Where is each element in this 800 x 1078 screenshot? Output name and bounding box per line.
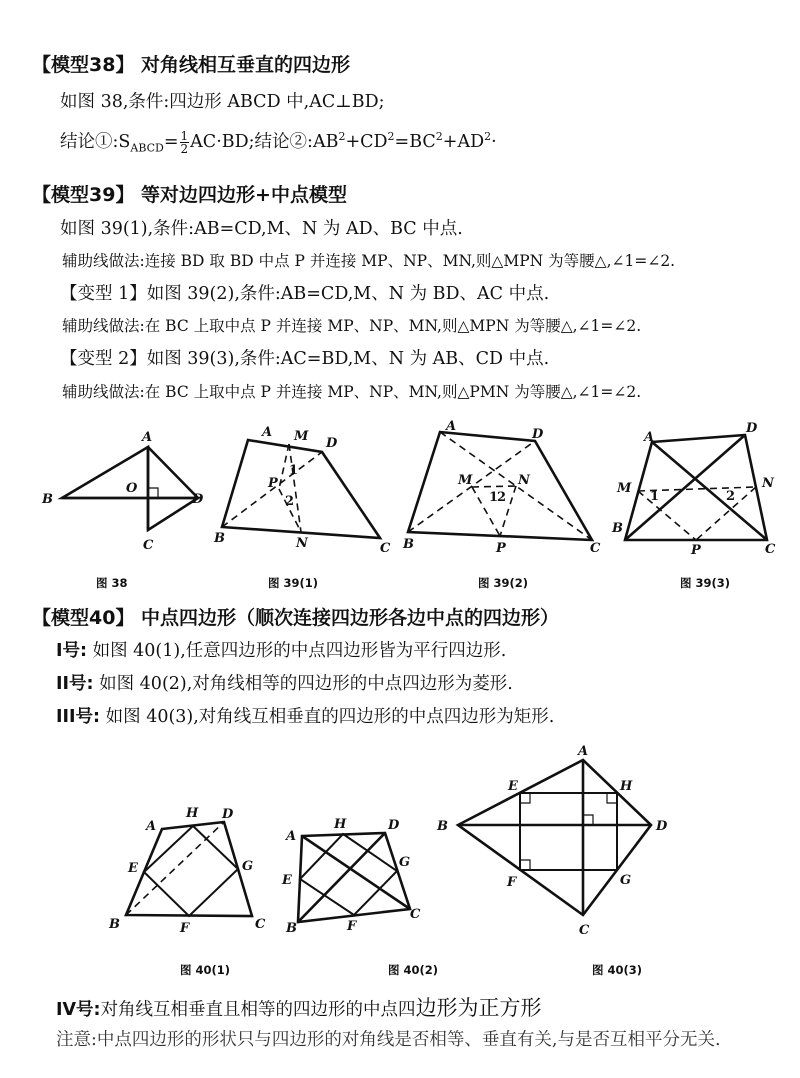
model40-note: 注意:中点四边形的形状只与四边形的对角线是否相等、垂直有关,与是否互相平分无关. (56, 1030, 721, 1050)
model40-heading: 【模型40】 中点四边形（顺次连接四边形各边中点的四边形） (32, 607, 560, 629)
fig38-label-o: O (126, 481, 138, 496)
fig40-1-label-h: H (186, 806, 199, 821)
model39-heading: 【模型39】 等对边四边形+中点模型 (32, 184, 347, 206)
fig39-1-label-b: B (214, 531, 225, 546)
caption-fig-40-3: 图 40(3) (592, 963, 643, 977)
fig39-1-label-p: P (268, 476, 278, 491)
fig38-label-c: C (143, 538, 154, 553)
fig40-3-label-g: G (620, 873, 632, 888)
fig40-3-label-b: B (437, 819, 448, 834)
fig39-1-label-2: 2 (285, 494, 295, 509)
fig40-1-label-c: C (255, 917, 266, 932)
fig40-1-label-a: A (146, 819, 157, 834)
fig39-2-label-c: C (590, 541, 601, 556)
fig39-2-label-2: 2 (497, 490, 507, 505)
fig40-3-label-d: D (656, 819, 668, 834)
fig39-2-label-p: P (496, 541, 506, 556)
fig40-1-label-d: D (222, 807, 234, 822)
fig39-2-label-m: M (458, 473, 473, 488)
fig39-3-label-c: C (765, 542, 776, 557)
fig40-2-label-f: F (347, 919, 357, 934)
fig39-2-label-a: A (446, 419, 457, 434)
caption-fig-39-2: 图 39(2) (478, 576, 529, 590)
fig40-1-label-e: E (128, 861, 138, 876)
model39-aux-2: 辅助线做法:在 BC 上取中点 P 并连接 MP、NP、MN,则△MPN 为等腰△,∠1=∠2. (62, 317, 642, 335)
model39-aux-3: 辅助线做法:在 BC 上取中点 P 并连接 MP、NP、MN,则△PMN 为等腰△,∠1=∠2. (62, 383, 642, 401)
fig40-2-label-h: H (334, 817, 347, 832)
fig40-2-label-a: A (286, 829, 297, 844)
fig40-3-label-e: E (508, 779, 518, 794)
caption-fig-38: 图 38 (96, 576, 128, 590)
fig39-3-label-1: 1 (650, 489, 660, 504)
fig39-1-label-1: 1 (289, 463, 299, 478)
model38-conclusion: 结论$①:S_{ABCD}=$ $\frac{1}{2}$ AC·BD;结论$②:AB^2+CD^2=BC^2+AD^2\cdot$ (60, 129, 497, 156)
caption-fig-40-1: 图 40(1) (180, 963, 231, 977)
caption-fig-39-1: 图 39(1) (268, 576, 319, 590)
one-half-fraction: $\frac{1}{2}$ (180, 129, 189, 156)
model38-heading: 【模型38】 对角线相互垂直的四边形 (32, 54, 351, 76)
model39-aux-1: 辅助线做法:连接 BD 取 BD 中点 P 并连接 MP、NP、MN,则△MPN 为等腰△,∠1=∠2. (62, 252, 676, 270)
model40-ii: II号: 如图 40(2),对角线相等的四边形的中点四边形为菱形. (56, 674, 513, 694)
model39-variant-2: 【变型 2】如图 39(3),条件:AC=BD,M、N 为 AB、CD 中点. (60, 349, 550, 369)
fig39-2-label-b: B (403, 537, 414, 552)
fig39-1-label-n: N (296, 536, 308, 551)
fig39-3-label-2: 2 (726, 489, 736, 504)
model38-condition: 如图 38,条件:四边形 ABCD 中,AC⊥BD; (60, 92, 385, 112)
fig40-3-label-f: F (507, 875, 517, 890)
model40-iii: III号: 如图 40(3),对角线互相垂直的四边形的中点四边形为矩形. (56, 707, 555, 727)
fig39-3-label-d: D (746, 421, 758, 436)
fig40-1-label-g: G (242, 859, 254, 874)
model39-condition: 如图 39(1),条件:AB=CD,M、N 为 AD、BC 中点. (60, 219, 463, 239)
fig39-3-label-n: N (762, 476, 774, 491)
fig39-3-label-p: P (691, 543, 701, 558)
fig40-2-label-e: E (282, 873, 292, 888)
fig40-1-label-b: B (109, 917, 120, 932)
fig40-2-label-c: C (410, 907, 421, 922)
fig39-2-label-1: 1 (489, 490, 499, 505)
fig38-label-a: A (142, 430, 153, 445)
model40-i: I号: 如图 40(1),任意四边形的中点四边形皆为平行四边形. (56, 641, 507, 661)
fig39-1-label-d: D (326, 436, 338, 451)
fig40-3-label-c: C (579, 923, 590, 938)
fig40-1-label-f: F (180, 921, 190, 936)
model39-variant-1: 【变型 1】如图 39(2),条件:AB=CD,M、N 为 BD、AC 中点. (60, 284, 550, 304)
fig39-3-label-m: M (617, 481, 632, 496)
fig39-2-label-n: N (518, 473, 530, 488)
fig40-2-label-b: B (286, 921, 297, 936)
caption-fig-40-2: 图 40(2) (388, 963, 439, 977)
fig40-3-label-a: A (578, 744, 589, 759)
caption-fig-39-3: 图 39(3) (680, 576, 731, 590)
fig40-2-label-d: D (388, 818, 400, 833)
model40-iv: IV号:对角线互相垂直且相等的四边形的中点四边形为正方形 (56, 996, 542, 1020)
fig38-label-d: D (192, 492, 204, 507)
fig40-3-label-h: H (620, 779, 633, 794)
fig39-3-label-b: B (612, 521, 623, 536)
fig39-3-label-a: A (644, 430, 655, 445)
fig39-1-label-m: M (294, 429, 309, 444)
fig38-label-b: B (42, 492, 53, 507)
fig40-2-label-g: G (399, 855, 411, 870)
fig39-1-label-c: C (380, 541, 391, 556)
fig39-2-label-d: D (532, 427, 544, 442)
fig39-1-label-a: A (262, 425, 273, 440)
